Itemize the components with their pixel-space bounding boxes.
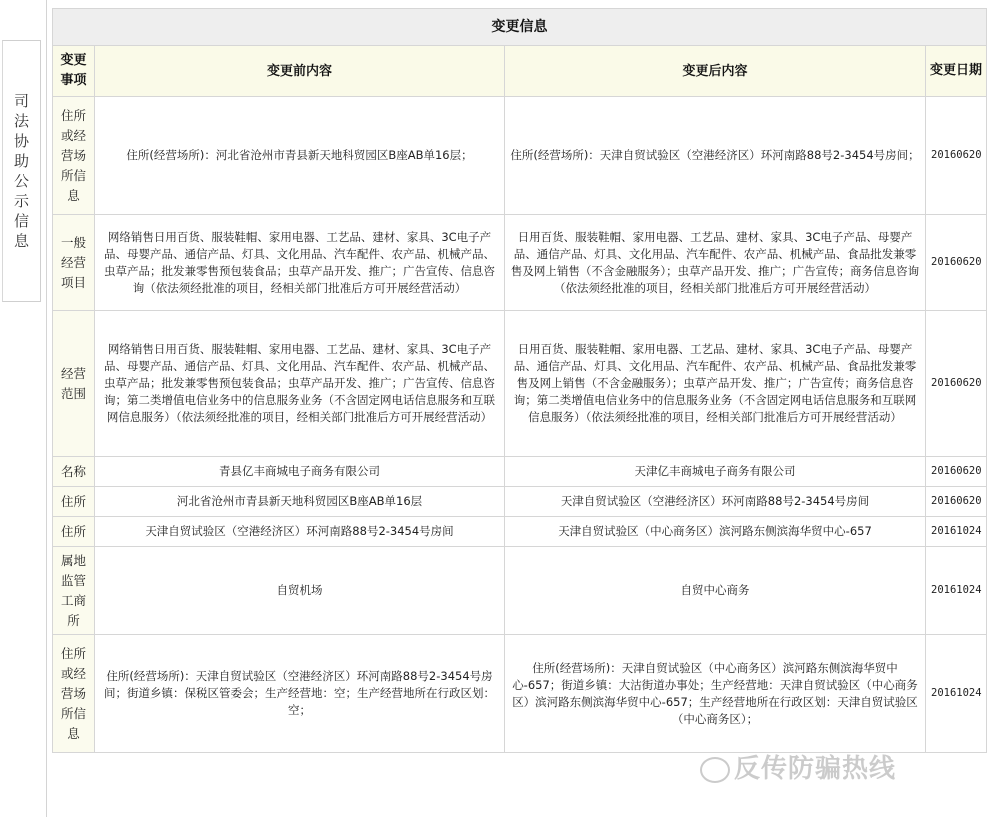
table-row [53, 97, 987, 215]
change-date-cell: 20161024 [926, 635, 987, 753]
before-content-cell: 网络销售日用百货、服装鞋帽、家用电器、工艺品、建材、家具、3C电子产品、母婴产品、通信产品、灯具、文化用品、汽车配件、农产品、机械产品、虫草产品；批发兼零售预包装食品；虫草产品开发、推广；广告宣传、信息咨询（依法须经批准的项目，经相关部门批准后方可开展经营活动） [95, 215, 505, 311]
after-content-cell: 住所(经营场所)：天津自贸试验区（空港经济区）环河南路88号2-3454号房间； [505, 97, 926, 215]
table-row [53, 635, 987, 753]
after-content-cell: 日用百货、服装鞋帽、家用电器、工艺品、建材、家具、3C电子产品、母婴产品、通信产品、灯具、文化用品、汽车配件、农产品、机械产品、食品批发兼零售及网上销售（不含金融服务）；虫草产品开发、推广；广告宣传；商务信息咨询；第二类增值电信业务中的信息服务业务（不含固定网电话信息服务和互联网信息服务）（依法须经批准的项目，经相关部门批准后方可开展经营活动） [505, 311, 926, 457]
side-tab-judicial-assistance[interactable] [2, 40, 41, 302]
change-date-cell: 20160620 [926, 97, 987, 215]
side-tab-char: 信 [13, 212, 29, 230]
change-date-cell: 20161024 [926, 517, 987, 547]
before-content-cell: 自贸机场 [95, 547, 505, 635]
change-item-cell: 住所或经营场所信息 [53, 635, 95, 753]
side-tab-char: 助 [13, 152, 29, 170]
before-content-cell: 天津自贸试验区（空港经济区）环河南路88号2-3454号房间 [95, 517, 505, 547]
change-date-cell: 20160620 [926, 311, 987, 457]
change-item-cell: 属地监管工商所 [53, 547, 95, 635]
before-content-cell: 住所(经营场所)：河北省沧州市青县新天地科贸园区B座AB单16层； [95, 97, 505, 215]
table-row [53, 487, 987, 517]
side-tab-char: 协 [13, 132, 29, 150]
before-content-cell: 网络销售日用百货、服装鞋帽、家用电器、工艺品、建材、家具、3C电子产品、母婴产品、通信产品、灯具、文化用品、汽车配件、农产品、机械产品、虫草产品；批发兼零售预包装食品；虫草产品开发、推广；广告宣传、信息咨询；第二类增值电信业务中的信息服务业务（不含固定网电话信息服务和互联网信息服务）（依法须经批准的项目，经相关部门批准后方可开展经营活动） [95, 311, 505, 457]
left-divider [46, 0, 47, 817]
table-row [53, 517, 987, 547]
table-row [53, 311, 987, 457]
after-content-cell: 住所(经营场所)：天津自贸试验区（中心商务区）滨河路东侧滨海华贸中心-657；街道乡镇：大沽街道办事处；生产经营地：天津自贸试验区（中心商务区）滨河路东侧滨海华贸中心-657；生产经营地所在行政区划：天津自贸试验区（中心商务区）； [505, 635, 926, 753]
header-after: 变更后内容 [505, 46, 926, 97]
change-info-table [52, 8, 987, 753]
watermark [700, 748, 896, 785]
after-content-cell: 天津自贸试验区（中心商务区）滨河路东侧滨海华贸中心-657 [505, 517, 926, 547]
side-tab-char: 公 [13, 172, 29, 190]
header-before: 变更前内容 [95, 46, 505, 97]
change-item-cell: 住所或经营场所信息 [53, 97, 95, 215]
table-row [53, 215, 987, 311]
change-item-cell: 住所 [53, 487, 95, 517]
table-row [53, 457, 987, 487]
change-item-cell: 名称 [53, 457, 95, 487]
before-content-cell: 河北省沧州市青县新天地科贸园区B座AB单16层 [95, 487, 505, 517]
side-tab-char: 示 [13, 192, 29, 210]
watermark-text: 反传防骗热线 [734, 754, 897, 784]
after-content-cell: 天津亿丰商城电子商务有限公司 [505, 457, 926, 487]
table-row [53, 547, 987, 635]
after-content-cell: 自贸中心商务 [505, 547, 926, 635]
side-tab-char: 法 [13, 112, 29, 130]
change-date-cell: 20160620 [926, 215, 987, 311]
change-item-cell: 一般经营项目 [53, 215, 95, 311]
before-content-cell: 住所(经营场所)：天津自贸试验区（空港经济区）环河南路88号2-3454号房间；街道乡镇：保税区管委会；生产经营地：空；生产经营地所在行政区划：空； [95, 635, 505, 753]
header-item: 变更事项 [53, 46, 95, 97]
side-tab-char: 司 [13, 92, 29, 110]
change-date-cell: 20160620 [926, 457, 987, 487]
after-content-cell: 日用百货、服装鞋帽、家用电器、工艺品、建材、家具、3C电子产品、母婴产品、通信产品、灯具、文化用品、汽车配件、农产品、机械产品、食品批发兼零售及网上销售（不含金融服务）；虫草产品开发、推广；广告宣传；商务信息咨询（依法须经批准的项目，经相关部门批准后方可开展经营活动） [505, 215, 926, 311]
after-content-cell: 天津自贸试验区（空港经济区）环河南路88号2-3454号房间 [505, 487, 926, 517]
side-tab-char: 息 [13, 232, 29, 250]
change-date-cell: 20161024 [926, 547, 987, 635]
header-date: 变更日期 [926, 46, 987, 97]
change-item-cell: 住所 [53, 517, 95, 547]
change-date-cell: 20160620 [926, 487, 987, 517]
wechat-icon [700, 757, 730, 783]
table-title: 变更信息 [53, 9, 987, 46]
before-content-cell: 青县亿丰商城电子商务有限公司 [95, 457, 505, 487]
change-item-cell: 经营范围 [53, 311, 95, 457]
